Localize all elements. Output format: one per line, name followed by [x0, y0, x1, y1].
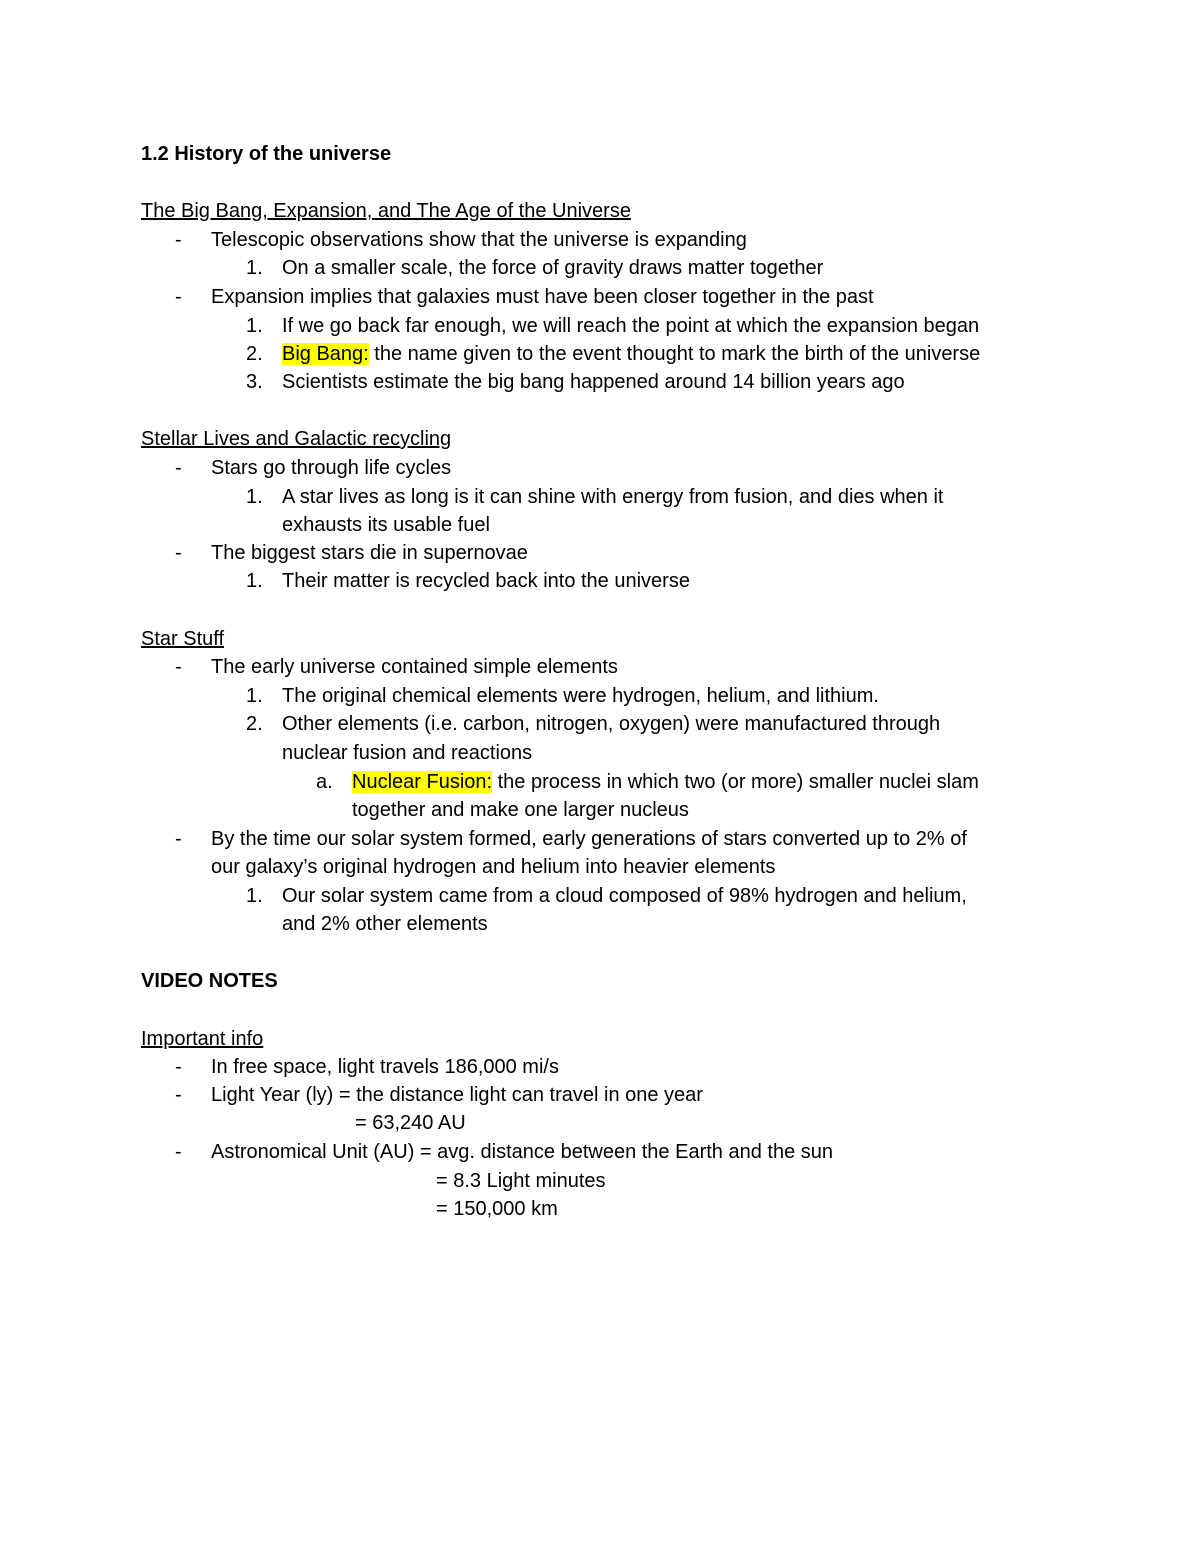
bullet-marker: - — [175, 1056, 182, 1078]
section-heading-important-info: Important info — [141, 1028, 264, 1050]
section-heading-stellar-lives: Stellar Lives and Galactic recycling — [141, 428, 452, 450]
section-heading-big-bang: The Big Bang, Expansion, and The Age of the Universe — [141, 200, 631, 222]
bullet-marker: - — [175, 286, 182, 308]
list-item-continuation: our galaxy’s original hydrogen and helium into heavier elements — [211, 856, 776, 878]
number-marker: 2. — [246, 713, 263, 735]
bullet-marker: - — [175, 656, 182, 678]
list-item: The original chemical elements were hydrogen, helium, and lithium. — [282, 685, 879, 707]
definition-text: the name given to the event thought to mark the birth of the universe — [368, 343, 981, 365]
number-marker: 1. — [246, 685, 263, 707]
list-item — [352, 768, 979, 796]
bullet-marker: - — [175, 1084, 182, 1106]
equation-continuation: = 8.3 Light minutes — [436, 1170, 606, 1192]
bullet-marker: - — [175, 457, 182, 479]
number-marker: 1. — [246, 257, 263, 279]
bullet-marker: - — [175, 828, 182, 850]
number-marker: 2. — [246, 343, 263, 365]
list-item-continuation: and 2% other elements — [282, 913, 488, 935]
list-item: The early universe contained simple elements — [211, 656, 618, 678]
list-item: A star lives as long is it can shine with energy from fusion, and dies when it — [282, 486, 944, 508]
list-item: Stars go through life cycles — [211, 457, 452, 479]
bullet-marker: - — [175, 542, 182, 564]
video-notes-heading: VIDEO NOTES — [141, 970, 278, 992]
highlighted-term: Big Bang: — [282, 343, 369, 365]
list-item-continuation: nuclear fusion and reactions — [282, 742, 533, 764]
equation-continuation: = 150,000 km — [436, 1198, 558, 1220]
list-item: Light Year (ly) = the distance light can travel in one year — [211, 1084, 703, 1106]
bullet-marker: - — [175, 229, 182, 251]
number-marker: 1. — [246, 315, 263, 337]
number-marker: 1. — [246, 885, 263, 907]
page-title: 1.2 History of the universe — [141, 143, 392, 165]
number-marker: 1. — [246, 570, 263, 592]
list-item: Telescopic observations show that the universe is expanding — [211, 229, 747, 251]
list-item: Astronomical Unit (AU) = avg. distance between the Earth and the sun — [211, 1141, 834, 1163]
section-heading-star-stuff: Star Stuff — [141, 628, 225, 650]
list-item-continuation: together and make one larger nucleus — [352, 799, 689, 821]
number-marker: 3. — [246, 371, 263, 393]
list-item: Their matter is recycled back into the universe — [282, 570, 690, 592]
list-item — [282, 340, 980, 368]
list-item: In free space, light travels 186,000 mi/s — [211, 1056, 559, 1078]
list-item-continuation: exhausts its usable fuel — [282, 514, 490, 536]
list-item: By the time our solar system formed, early generations of stars converted up to 2% of — [211, 828, 967, 850]
letter-marker: a. — [316, 771, 333, 793]
highlighted-term: Nuclear Fusion: — [352, 771, 493, 793]
list-item: On a smaller scale, the force of gravity draws matter together — [282, 257, 824, 279]
equation-continuation: = 63,240 AU — [355, 1112, 466, 1134]
list-item: Our solar system came from a cloud composed of 98% hydrogen and helium, — [282, 885, 967, 907]
list-item: If we go back far enough, we will reach the point at which the expansion began — [282, 315, 980, 337]
list-item: Other elements (i.e. carbon, nitrogen, oxygen) were manufactured through — [282, 713, 941, 735]
definition-text: the process in which two (or more) smaller nuclei slam — [492, 771, 979, 793]
list-item: Scientists estimate the big bang happened around 14 billion years ago — [282, 371, 905, 393]
bullet-marker: - — [175, 1141, 182, 1163]
list-item: Expansion implies that galaxies must have been closer together in the past — [211, 286, 874, 308]
list-item: The biggest stars die in supernovae — [211, 542, 528, 564]
number-marker: 1. — [246, 486, 263, 508]
